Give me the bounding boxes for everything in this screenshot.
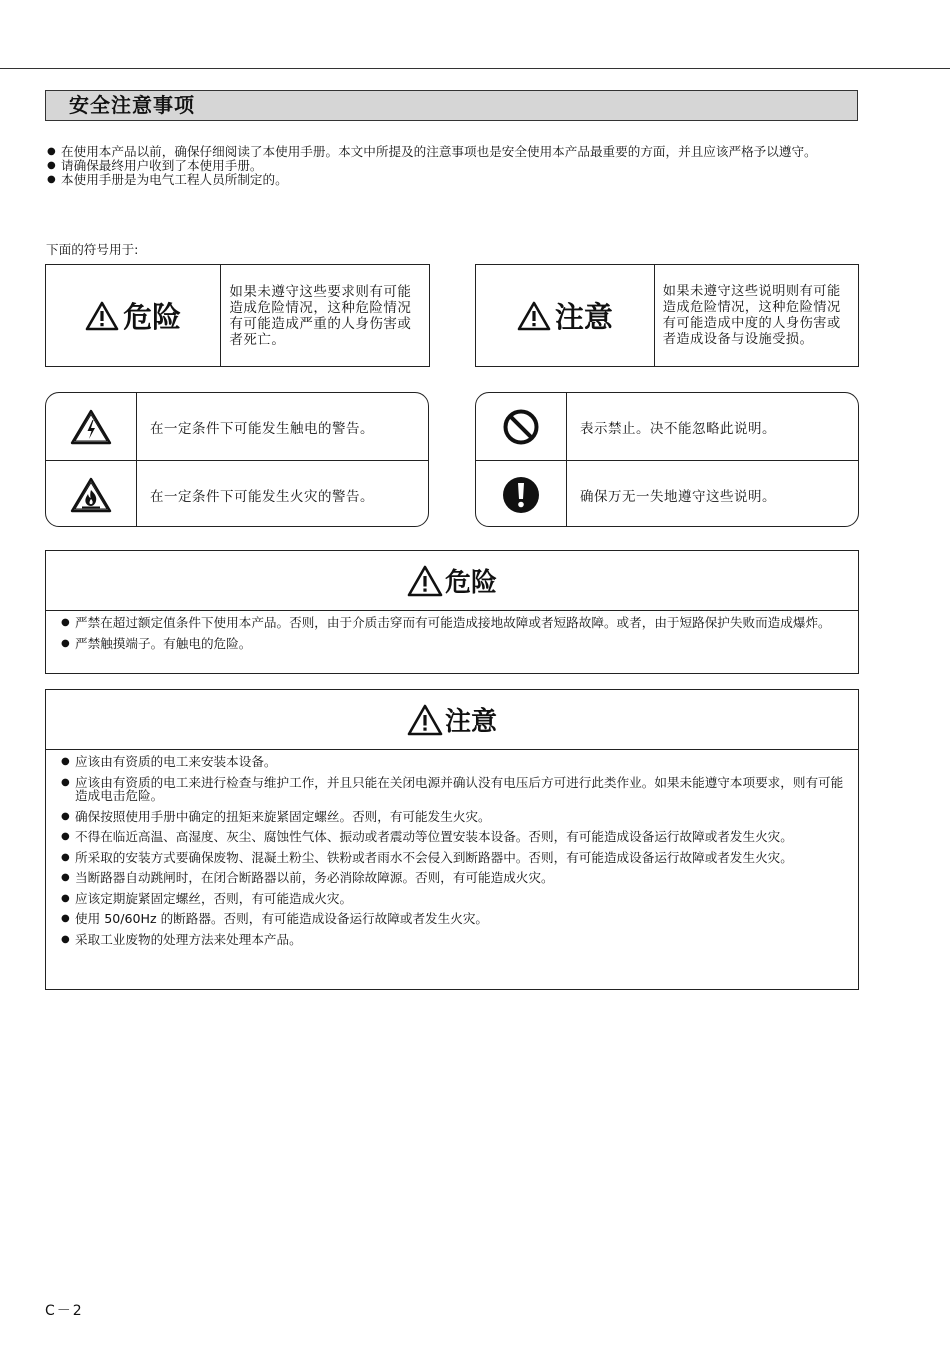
caution-label-text: 注意 (554, 300, 613, 334)
danger-panel-header (46, 551, 858, 611)
intro-item: ● 在使用本产品以前，确保仔细阅读了本使用手册。本文中所提及的注意事项也是安全使用本产品最重要的方面，并且应该严格予以遵守。 (47, 145, 862, 159)
fire-hazard-icon (70, 477, 112, 513)
caution-label (476, 265, 655, 366)
intro-item: ● 本使用手册是为电气工程人员所制定的。 (47, 173, 862, 187)
list-item: ● 当断路器自动跳闸时，在闭合断路器以前，务必消除故障源。否则，有可能造成火灾。 (61, 871, 846, 885)
caution-definition-box (475, 264, 859, 367)
list-item: ● 采取工业废物的处理方法来处理本产品。 (61, 933, 846, 947)
warning-triangle-icon (517, 301, 551, 331)
list-item: ● 应该定期旋紧固定螺丝，否则，有可能造成火灾。 (61, 892, 846, 906)
symbol-row-prohibition (476, 393, 858, 460)
list-item: ● 应该由有资质的电工来安装本设备。 (61, 755, 846, 769)
danger-panel (45, 550, 859, 674)
symbol-text: 确保万无一失地遵守这些说明。 (580, 488, 776, 505)
list-item: ● 严禁在超过额定值条件下使用本产品。否则，由于介质击穿而有可能造成接地故障或者短路故障。或者，由于短路保护失败而造成爆炸。 (61, 616, 846, 630)
warning-triangle-icon (85, 301, 119, 331)
prohibition-icon (502, 408, 540, 446)
caution-panel-list (46, 750, 858, 951)
mandatory-icon (502, 476, 540, 514)
symbol-row-fire (46, 460, 428, 527)
caution-panel-title: 注意 (444, 707, 497, 737)
danger-label (46, 265, 221, 366)
electric-shock-icon (70, 409, 112, 445)
danger-definition-box (45, 264, 430, 367)
caution-panel-header (46, 690, 858, 750)
caution-panel (45, 689, 859, 990)
intro-item: ● 请确保最终用户收到了本使用手册。 (47, 159, 862, 173)
symbols-label: 下面的符号用于: (46, 242, 139, 257)
list-item: ● 所采取的安装方式要确保废物、混凝土粉尘、铁粉或者雨水不会侵入到断路器中。否则，有可能造成设备运行故障或者发生火灾。 (61, 851, 846, 865)
danger-panel-title: 危险 (444, 568, 497, 598)
intro-list (47, 145, 862, 187)
symbol-row-mandatory (476, 460, 858, 527)
warning-triangle-icon (407, 704, 443, 736)
top-rule (0, 68, 950, 69)
list-item: ● 应该由有资质的电工来进行检查与维护工作，并且只能在关闭电源并确认没有电压后方可进行此类作业。如果未能遵守本项要求，则有可能造成电击危险。 (61, 776, 846, 803)
danger-label-text: 危险 (123, 300, 182, 334)
symbol-text: 在一定条件下可能发生触电的警告。 (150, 420, 374, 437)
symbol-row-electric (46, 393, 428, 460)
list-item: ● 不得在临近高温、高湿度、灰尘、腐蚀性气体、振动或者震动等位置安装本设备。否则，有可能造成设备运行故障或者发生火灾。 (61, 830, 846, 844)
symbol-text: 在一定条件下可能发生火灾的警告。 (150, 488, 374, 505)
instruction-symbol-grid (475, 392, 859, 527)
warning-triangle-icon (407, 565, 443, 597)
danger-panel-list (46, 611, 858, 655)
danger-description: 如果未遵守这些要求则有可能造成危险情况，这种危险情况有可能造成严重的人身伤害或者死亡。 (229, 283, 412, 348)
list-item: ● 确保按照使用手册中确定的扭矩来旋紧固定螺丝。否则，有可能发生火灾。 (61, 810, 846, 824)
hazard-symbol-grid (45, 392, 429, 527)
section-title: 安全注意事项 (45, 90, 858, 121)
list-item: ● 使用 50/60Hz 的断路器。否则，有可能造成设备运行故障或者发生火灾。 (61, 912, 846, 926)
symbol-text: 表示禁止。决不能忽略此说明。 (580, 420, 776, 437)
caution-description: 如果未遵守这些说明则有可能造成危险情况，这种危险情况有可能造成中度的人身伤害或者造成设备与设施受损。 (662, 283, 841, 347)
page-number: C－2 (45, 1303, 84, 1319)
list-item: ● 严禁触摸端子。有触电的危险。 (61, 637, 846, 651)
